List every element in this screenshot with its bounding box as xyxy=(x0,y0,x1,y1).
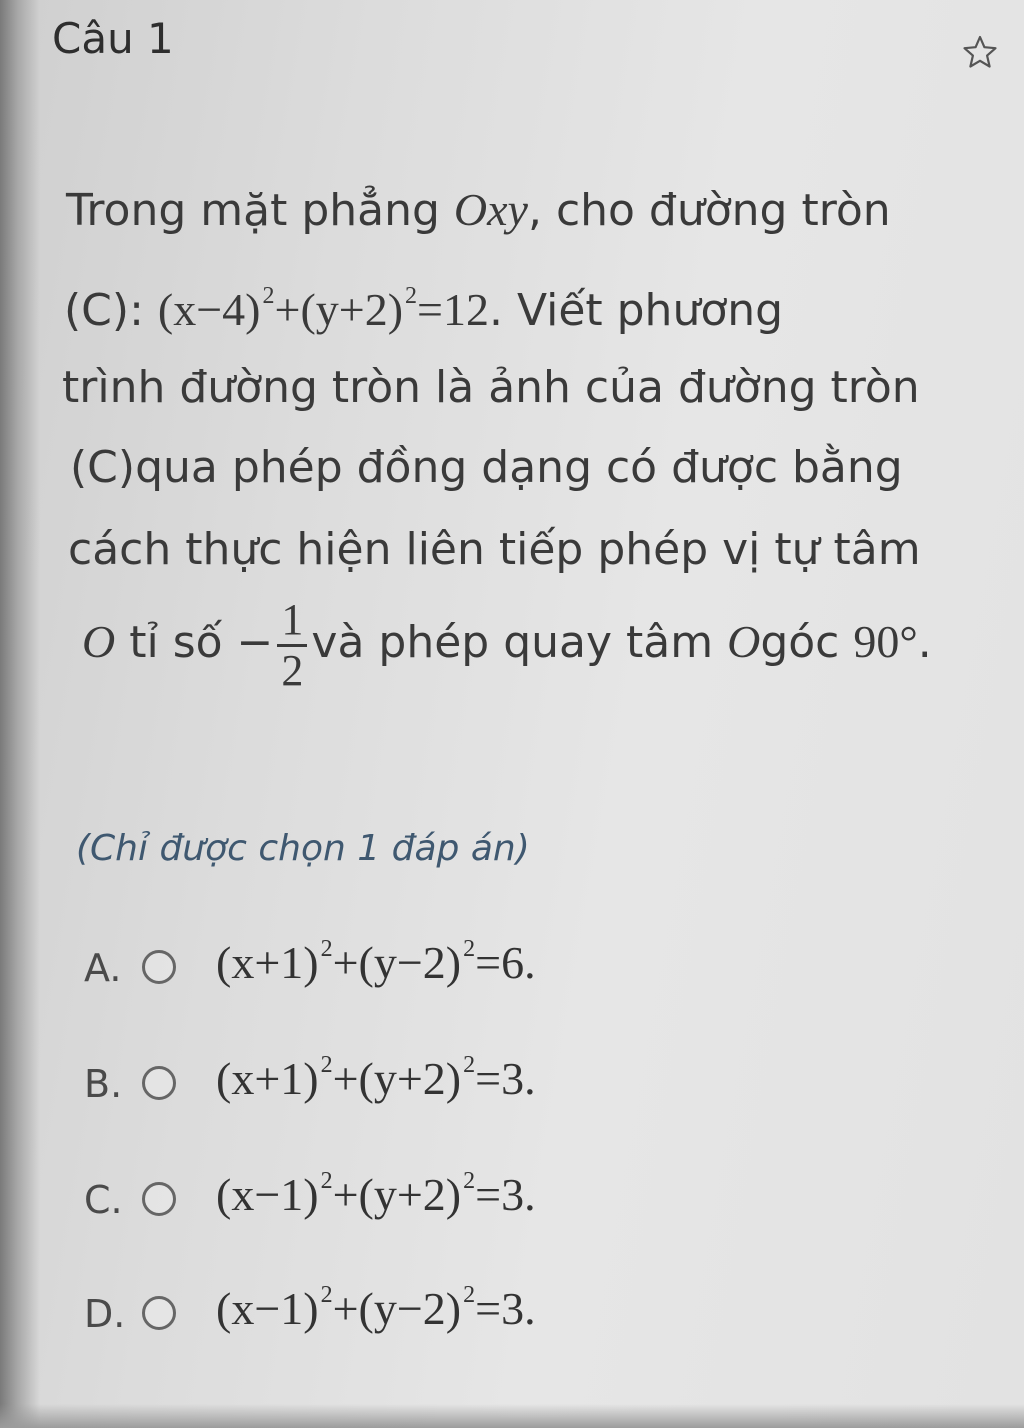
option-letter: C. xyxy=(84,1178,123,1222)
question-line-4: (C)qua phép đồng dạng có được bằng xyxy=(70,442,903,493)
option-letter: A. xyxy=(84,946,122,990)
radio-unchecked-icon[interactable] xyxy=(142,1066,176,1100)
star-outline-icon xyxy=(960,32,1000,72)
radio-unchecked-icon[interactable] xyxy=(142,1182,176,1216)
option-d[interactable] xyxy=(84,1276,784,1360)
radio-unchecked-icon[interactable] xyxy=(142,950,176,984)
option-equation: $(x+1)^2+(y+2)^2=3$. xyxy=(216,1052,536,1104)
question-line-1: Trong mặt phẳng Oxy, cho đường tròn xyxy=(66,184,891,236)
option-letter: D. xyxy=(84,1292,126,1336)
question-line-6: O tỉ số − $\frac{1}{2}$ và phép quay tâm Ogóc 90°. xyxy=(82,594,932,695)
option-c[interactable] xyxy=(84,1162,784,1246)
ratio-fraction: $\frac{1}{2}$ xyxy=(277,596,307,695)
option-equation: $(x+1)^2+(y-2)^2=6$. xyxy=(216,936,536,988)
question-line-5: cách thực hiện liên tiếp phép vị tự tâm xyxy=(68,524,921,575)
bookmark-button[interactable] xyxy=(960,32,1000,72)
screen-bottom-shadow xyxy=(0,1404,1024,1428)
option-equation: $(x-1)^2+(y-2)^2=3$. xyxy=(216,1282,536,1334)
question-title: Câu 1 xyxy=(52,14,174,63)
circle-label: (C) xyxy=(64,285,130,336)
question-line-2: (C): $(x-4)^2+(y+2)^2=12$. Viết phương xyxy=(64,283,784,336)
screen-left-shadow xyxy=(0,0,40,1428)
option-b[interactable] xyxy=(84,1046,784,1130)
answer-hint: (Chỉ được chọn 1 đáp án) xyxy=(76,828,530,869)
radio-unchecked-icon[interactable] xyxy=(142,1296,176,1330)
option-equation: $(x-1)^2+(y+2)^2=3$. xyxy=(216,1168,536,1220)
option-a[interactable] xyxy=(84,930,784,1014)
question-line-3: trình đường tròn là ảnh của đường tròn xyxy=(62,362,920,413)
circle-equation: $(x-4)^2+(y+2)^2=12$ xyxy=(157,283,489,335)
option-letter: B. xyxy=(84,1062,123,1106)
angle-value: 90° xyxy=(853,616,918,667)
circle-label: (C) xyxy=(70,442,136,493)
plane-name: Oxy xyxy=(453,184,528,235)
